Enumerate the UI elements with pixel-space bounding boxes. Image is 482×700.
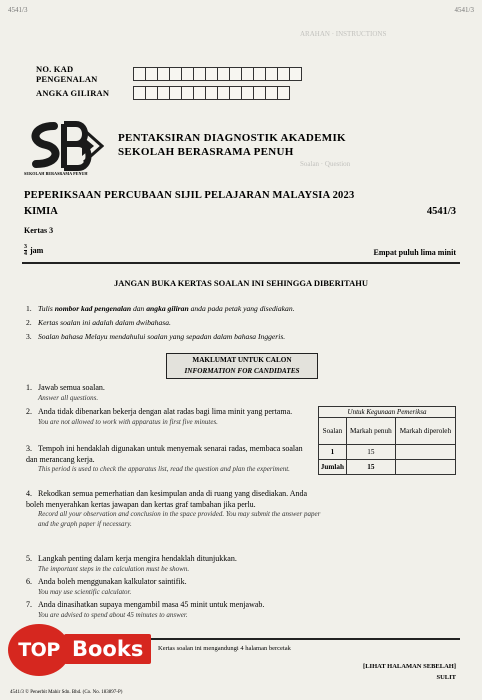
instruction-2: 2. Kertas soalan ini adalah dalam dwibahasa. bbox=[26, 318, 171, 327]
instruction-3: 3. Soalan bahasa Melayu mendahului soalan yang sepadan dalam bahasa Inggeris. bbox=[26, 332, 286, 341]
sbp-logo bbox=[24, 120, 104, 172]
candidate-info-heading: MAKLUMAT UNTUK CALON INFORMATION FOR CANDIDATES bbox=[166, 353, 318, 379]
topbooks-logo-books: Books bbox=[64, 634, 151, 664]
total-obtained-cell[interactable] bbox=[395, 460, 455, 475]
divider-top bbox=[22, 262, 460, 264]
subject-code: 4541/3 bbox=[426, 206, 456, 217]
col-header-full-marks: Markah penuh bbox=[346, 418, 395, 445]
duration-words: Empat puluh lima minit bbox=[373, 248, 456, 257]
classification-label: SULIT bbox=[436, 674, 456, 681]
page-code-left: 4541/3 bbox=[8, 6, 28, 14]
index-number-boxes[interactable] bbox=[134, 86, 290, 100]
examiner-table-caption: Untuk Kegunaan Pemeriksa bbox=[318, 406, 456, 417]
header-line-1: PENTAKSIRAN DIAGNOSTIK AKADEMIK bbox=[118, 132, 346, 144]
bleed-through-text: Soalan · Question bbox=[300, 160, 351, 168]
marks-obtained-cell[interactable] bbox=[395, 445, 455, 460]
col-header-marks-obtained: Markah diperoleh bbox=[395, 418, 455, 445]
ic-number-boxes[interactable] bbox=[134, 67, 302, 81]
page-count-note: Kertas soalan ini mengandungi 4 halaman bercetak bbox=[158, 645, 291, 652]
info-item-3: 3. Tempoh ini hendaklah digunakan untuk menyemak senarai radas, membaca soalan dan merancang kerja. This period is used to check the apparatus list, read the question and plan the experiment. bbox=[26, 444, 303, 473]
header-line-2: SEKOLAH BERASRAMA PENUH bbox=[118, 146, 294, 158]
subject-name: KIMIA bbox=[24, 206, 58, 217]
index-number-label: ANGKA GILIRAN bbox=[36, 88, 110, 98]
paper-number: Kertas 3 bbox=[24, 226, 54, 235]
col-header-question: Soalan bbox=[319, 418, 347, 445]
table-row: Jumlah 15 bbox=[319, 460, 456, 475]
table-row: 1 15 bbox=[319, 445, 456, 460]
duration-hours bbox=[24, 244, 43, 257]
logo-caption: SEKOLAH BERASRAMA PENUH bbox=[24, 171, 88, 176]
copyright-line: 4541/3 © Penerbit Mahir Sdn. Bhd. (Co. No. 183897-P) bbox=[10, 690, 123, 695]
index-number-row bbox=[36, 86, 290, 100]
instruction-1: 1. Tulis nombor kad pengenalan dan angka giliran anda pada petak yang disediakan. bbox=[26, 304, 295, 313]
examiner-use-table bbox=[318, 406, 456, 475]
ic-number-row bbox=[36, 64, 302, 84]
info-item-1: 1. Jawab semua soalan. Answer all questions. bbox=[26, 383, 105, 402]
info-item-2: 2. Anda tidak dibenarkan bekerja dengan alat radas bagi lima minit yang pertama. You are not allowed to work with apparatus in first five minutes. bbox=[26, 407, 293, 426]
info-item-7: 7. Anda dinasihatkan supaya mengambil masa 45 minit untuk menjawab. You are advised to spend about 45 minutes to answer. bbox=[26, 600, 265, 619]
exam-title: PEPERIKSAAN PERCUBAAN SIJIL PELAJARAN MALAYSIA 2023 bbox=[24, 190, 355, 201]
topbooks-logo-top: TOP bbox=[8, 624, 70, 676]
info-item-5: 5. Langkah penting dalam kerja mengira hendaklah ditunjukkan. The important steps in the calculation must be shown. bbox=[26, 554, 237, 573]
next-page-note: [LIHAT HALAMAN SEBELAH] bbox=[363, 663, 456, 670]
ic-number-label: NO. KAD PENGENALAN bbox=[36, 64, 98, 84]
bleed-through-text: ARAHAN · INSTRUCTIONS bbox=[300, 30, 387, 38]
do-not-open-warning: JANGAN BUKA KERTAS SOALAN INI SEHINGGA DIBERITAHU bbox=[114, 278, 368, 288]
info-item-6: 6. Anda boleh menggunakan kalkulator saintifik. You may use scientific calculator. bbox=[26, 577, 187, 596]
duration-unit: jam bbox=[30, 246, 44, 255]
info-item-4: 4. Rekodkan semua pemerhatian dan kesimpulan anda di ruang yang disediakan. Anda boleh menyerahkan kertas jawapan dan kertas graf tambahan jika perlu. Record all your observation and conclusion in the space provided. You may submit the answer paper and the graph paper if necessary. bbox=[26, 489, 321, 528]
duration-fraction: $\frac{3}{4}$ bbox=[24, 244, 27, 257]
page-code-right: 4541/3 bbox=[454, 6, 474, 14]
